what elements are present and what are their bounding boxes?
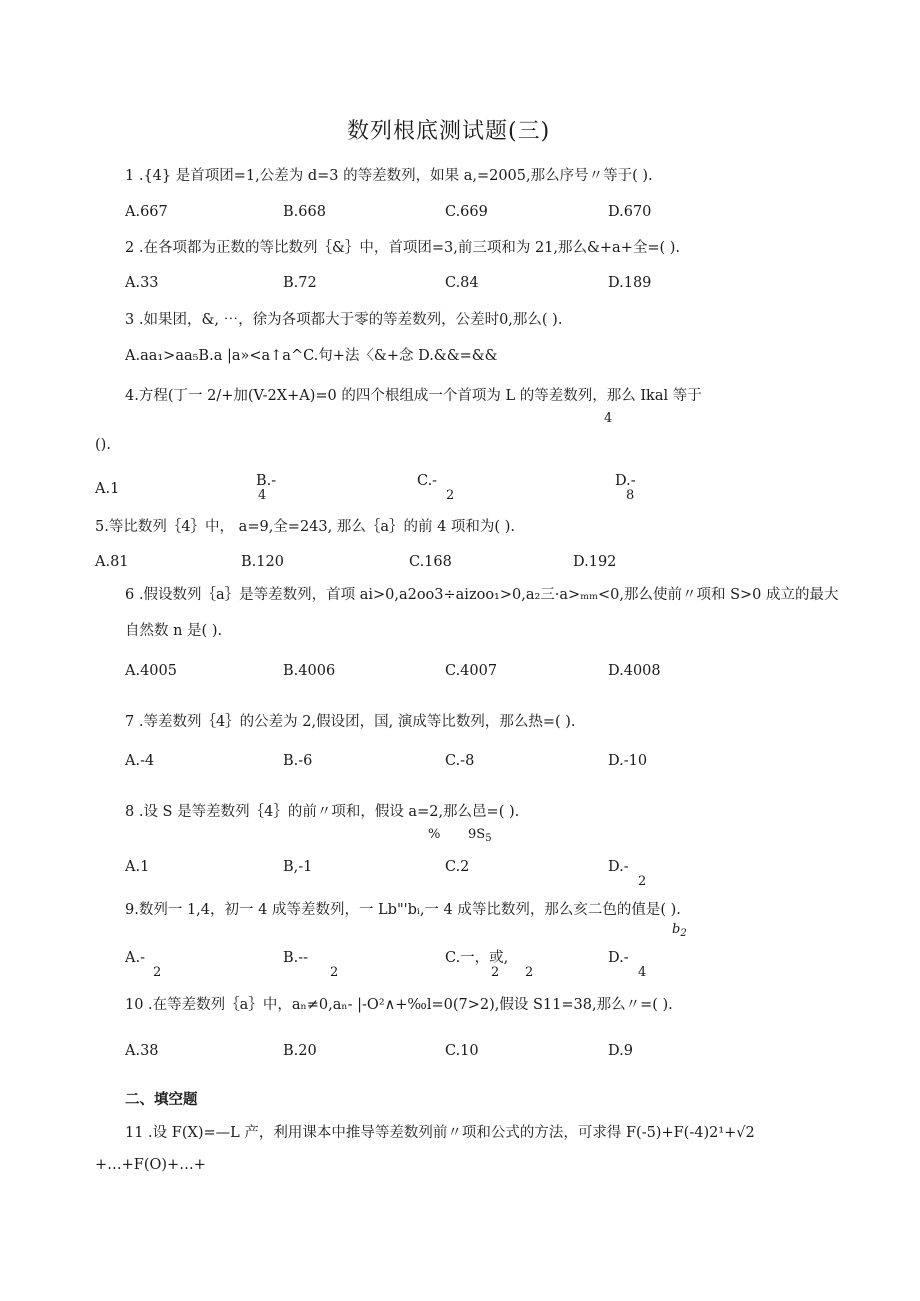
question-4-answer-paren: ().	[95, 437, 111, 453]
page-title: 数列根底测试题(三)	[347, 119, 551, 144]
section-heading: 二、填空题	[125, 1092, 198, 1108]
question-10-text: 10 .在等差数列｛a｝中，aₙ≠0,aₙ- |-O²∧+‰l=0(7>2),假设 S11=38,那么〃=( ).	[125, 997, 673, 1013]
question-1-option-a: A.667	[125, 204, 168, 220]
question-9-option-d: D.-	[608, 950, 629, 966]
question-3-text: 3 .如果团，&, ⋯，徐为各项都大于零的等差数列，公差时0,那么( ).	[125, 312, 563, 328]
question-2-option-b: B.72	[283, 275, 317, 291]
question-2-option-c: C.84	[445, 275, 479, 291]
question-10-option-d: D.9	[608, 1043, 633, 1059]
question-4-option-d: D.-	[615, 473, 636, 489]
question-10-option-b: B.20	[283, 1043, 317, 1059]
question-2-text: 2 .在各项都为正数的等比数列｛&｝中，首项团=3,前三项和为 21,那么&+a+全=( ).	[125, 240, 681, 256]
question-8-text: 8 .设 S 是等差数列｛4｝的前〃项和，假设 a=2,那么邑=( ).	[125, 804, 520, 820]
question-7-option-c: C.-8	[445, 753, 475, 769]
question-6-option-d: D.4008	[608, 663, 661, 679]
question-8-option-d: D.-	[608, 859, 629, 875]
question-4-option-b-denominator: 4	[258, 488, 267, 503]
question-7-option-d: D.-10	[608, 753, 648, 769]
question-8-option-b: B,-1	[283, 859, 313, 875]
question-4-fraction-denominator: 4	[604, 411, 613, 426]
question-5-option-b: B.120	[241, 554, 284, 570]
question-5-text: 5.等比数列｛4｝中， a=9,全=243, 那么｛a｝的前 4 项和为( ).	[95, 519, 515, 535]
question-9-option-c: C.一，或,	[445, 950, 509, 966]
question-2-option-a: A.33	[125, 275, 159, 291]
question-8-fraction-denominator: $9S_5$	[468, 827, 492, 844]
question-9-option-d-denominator: 4	[638, 965, 647, 980]
question-10-option-a: A.38	[125, 1043, 159, 1059]
question-7-option-a: A.-4	[125, 753, 155, 769]
question-9-option-c-denominator-1: 2	[491, 965, 500, 980]
question-4-text: 4.方程(丁一 2/+加(V-2X+A)=0 的四个根组成一个首项为 L 的等差数列，那么 Ikal 等于	[125, 388, 702, 404]
question-2-option-d: D.189	[608, 275, 652, 291]
question-1-option-b: B.668	[283, 204, 326, 220]
question-9-fraction-denominator: $b_2$	[672, 922, 687, 939]
question-11-text-line-1: 11 .设 F(X)=—L 产，利用课本中推导等差数列前〃项和公式的方法，可求得 F(-5)+F(-4)2¹+√2	[125, 1125, 755, 1141]
question-6-option-c: C.4007	[445, 663, 498, 679]
question-4-option-c: C.-	[417, 473, 438, 489]
question-4-option-c-denominator: 2	[446, 488, 455, 503]
question-9-option-b-denominator: 2	[330, 965, 339, 980]
question-7-option-b: B.-6	[283, 753, 313, 769]
question-5-option-a: A.81	[95, 554, 129, 570]
question-8-fraction-numerator: %	[428, 827, 441, 842]
question-8-option-c: C.2	[445, 859, 470, 875]
question-9-option-b: B.--	[283, 950, 309, 966]
question-8-option-a: A.1	[125, 859, 150, 875]
question-5-option-c: C.168	[409, 554, 452, 570]
question-4-option-b: B.-	[256, 473, 277, 489]
question-7-text: 7 .等差数列｛4｝的公差为 2,假设团，国, 演成等比数列，那么热=( ).	[125, 714, 576, 730]
question-1-option-c: C.669	[445, 204, 488, 220]
question-3-options: A.aa₁>aa₅B.a |a»<a↑a^C.句+法〈&+念 D.&&=&&	[125, 348, 498, 364]
question-10-option-c: C.10	[445, 1043, 479, 1059]
question-6-text-line-1: 6 .假设数列｛a｝是等差数列，首项 ai>0,a2oo3÷aizoo₁>0,a₂三·a>ₘₘ<0,那么使前〃项和 S>0 成立的最大	[125, 587, 839, 603]
question-4-option-d-denominator: 8	[626, 488, 635, 503]
question-4-option-a: A.1	[95, 481, 120, 497]
question-1-option-d: D.670	[608, 204, 652, 220]
question-9-option-a-denominator: 2	[153, 965, 162, 980]
question-6-option-a: A.4005	[125, 663, 177, 679]
question-6-text-line-2: 自然数 n 是( ).	[125, 623, 223, 639]
question-1-text: 1 .{4} 是首项团=1,公差为 d=3 的等差数列，如果 a,=2005,那么序号〃等于( ).	[125, 168, 653, 184]
question-9-text: 9.数列一 1,4，初一 4 成等差数列，一 Lb"'bᵢ,一 4 成等比数列，那么亥二色的值是( ).	[125, 902, 681, 918]
question-9-option-a: A.-	[125, 950, 145, 966]
question-8-option-d-denominator: 2	[638, 874, 647, 889]
question-5-option-d: D.192	[573, 554, 617, 570]
question-11-text-line-2: +…+F(O)+…+	[95, 1157, 206, 1173]
question-9-option-c-denominator-2: 2	[525, 965, 534, 980]
question-6-option-b: B.4006	[283, 663, 336, 679]
